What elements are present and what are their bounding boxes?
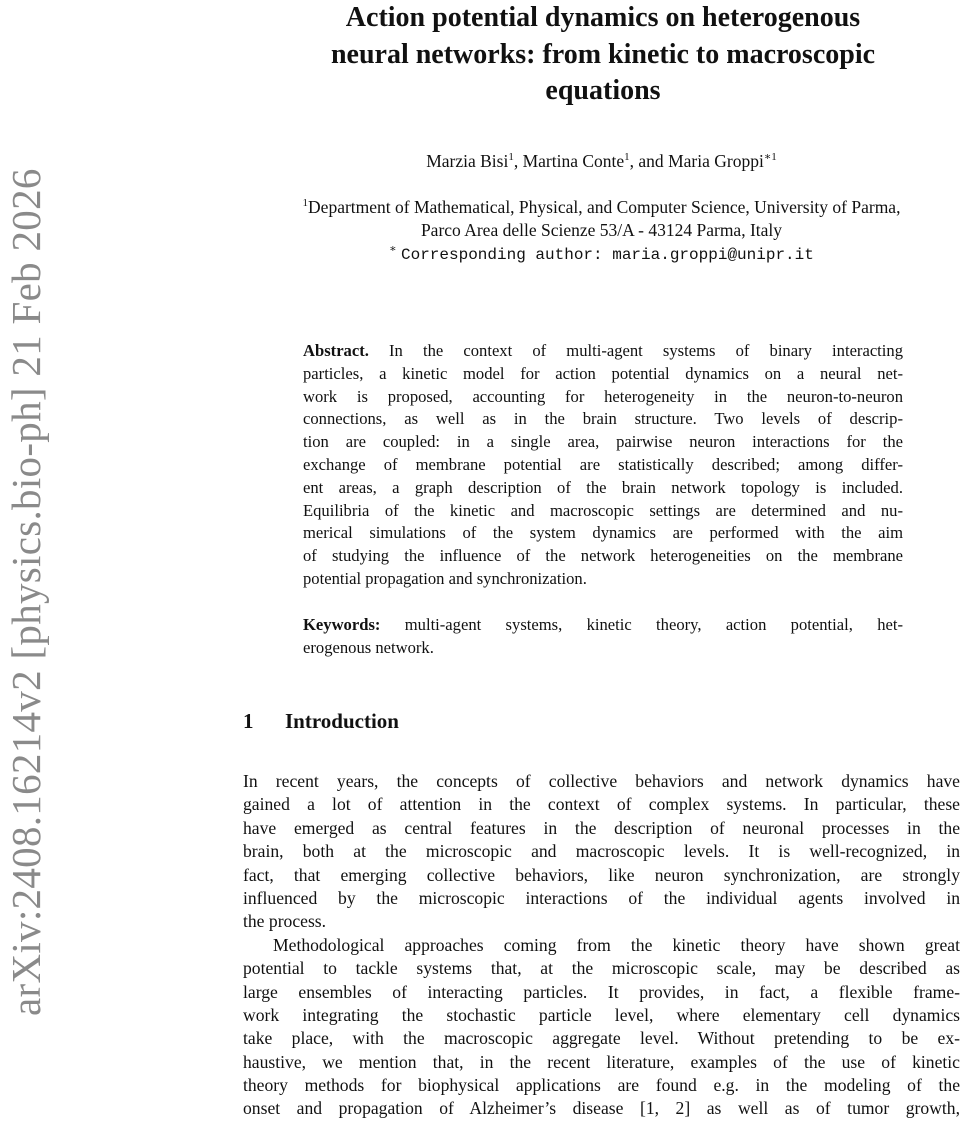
text-line: fact, that emerging collective behaviors, like neuron synchronization, are strongly xyxy=(243,864,960,885)
keywords-label: Keywords: xyxy=(303,615,405,634)
section-heading: 1 Introduction xyxy=(243,709,399,733)
text-line: the process. xyxy=(243,911,327,932)
text-line: large ensembles of interacting particles. It provides, in fact, a flexible frame- xyxy=(243,981,960,1002)
text-line: Keywords: multi-agent systems, kinetic theory, action potential, het- xyxy=(303,615,903,634)
text-line: tion are coupled: in a single area, pairwise neuron interactions for the xyxy=(303,432,903,452)
body-text xyxy=(243,770,960,1121)
corresponding-author: Corresponding author: maria.groppi@unipr.it xyxy=(400,246,814,264)
text-line: particles, a kinetic model for action potential dynamics on a neural net- xyxy=(303,363,903,383)
author-name: Maria Groppi xyxy=(668,151,764,171)
text-line: haustive, we mention that, in the recent literature, examples of the use of kinetic xyxy=(243,1051,960,1072)
title-line: equations xyxy=(545,75,661,106)
keywords xyxy=(303,614,903,660)
text-line: Abstract. In the context of multi-agent systems of binary interacting xyxy=(303,341,903,360)
text-line: Methodological approaches coming from the kinetic theory have shown great xyxy=(273,934,960,955)
text-line: take place, with the macroscopic aggregate level. Without pretending to be ex- xyxy=(243,1028,960,1049)
paper-title xyxy=(250,0,956,110)
text-line: potential propagation and synchronization. xyxy=(303,568,587,588)
text-line: brain, both at the microscopic and macroscopic levels. It is well-recognized, in xyxy=(243,841,960,862)
text-line: onset and propagation of Alzheimer’s disease [1, 2] as well as of tumor growth, xyxy=(243,1098,960,1119)
abstract xyxy=(303,340,903,591)
text-line: connections, as well as in the brain structure. Two levels of descrip- xyxy=(303,409,903,429)
abstract-label: Abstract. xyxy=(303,341,390,360)
title-line: neural networks: from kinetic to macroscopic xyxy=(330,38,876,70)
text-line: work is proposed, accounting for heterogeneity in the neuron-to-neuron xyxy=(303,386,903,406)
text-line: Equilibria of the kinetic and macroscopic settings are determined and nu- xyxy=(303,500,903,520)
paragraph xyxy=(243,770,960,934)
text-line: erogenous network. xyxy=(303,637,434,657)
text-line: gained a lot of attention in the context of complex systems. In particular, these xyxy=(243,794,960,815)
arxiv-identifier-stamp: arXiv:2408.16214v2 [physics.bio-ph] 21 Feb 2026 xyxy=(3,168,49,1016)
text-line: ent areas, a graph description of the brain network topology is included. xyxy=(303,477,903,497)
author-list: Marzia Bisi$^1$, Martina Conte$^1$, and Maria Groppi$^{∗1}$ xyxy=(426,151,777,171)
text-line: merical simulations of the system dynamics are performed with the aim xyxy=(303,523,903,543)
text-line: In recent years, the concepts of collective behaviors and network dynamics have xyxy=(243,771,960,791)
author-name: Marzia Bisi xyxy=(426,151,509,171)
author-name: Martina Conte xyxy=(522,151,625,171)
text-line: of studying the influence of the network heterogeneities on the membrane xyxy=(303,546,903,566)
text-line: have emerged as central features in the description of neuronal processes in the xyxy=(243,817,960,838)
text-line: potential to tackle systems that, at the microscopic scale, may be described as xyxy=(243,958,960,979)
affiliation: $^1$Department of Mathematical, Physical, and Computer Science, University of Parma, Parco Area delle Scienze 53/A - 43124 Parma, Italy ∗ Corresponding author: maria.groppi@unipr.it xyxy=(302,197,901,264)
text-line: work integrating the stochastic particle level, where elementary cell dynamics xyxy=(243,1004,960,1025)
text-line: influenced by the microscopic interactions of the individual agents involved in xyxy=(243,887,960,908)
text-line: exchange of membrane potential are statistically described; among differ- xyxy=(303,454,903,474)
paragraph xyxy=(243,934,960,1121)
title-line: Action potential dynamics on heterogenous xyxy=(345,2,861,33)
text-line: theory methods for biophysical applications are found e.g. in the modeling of the xyxy=(243,1075,960,1096)
